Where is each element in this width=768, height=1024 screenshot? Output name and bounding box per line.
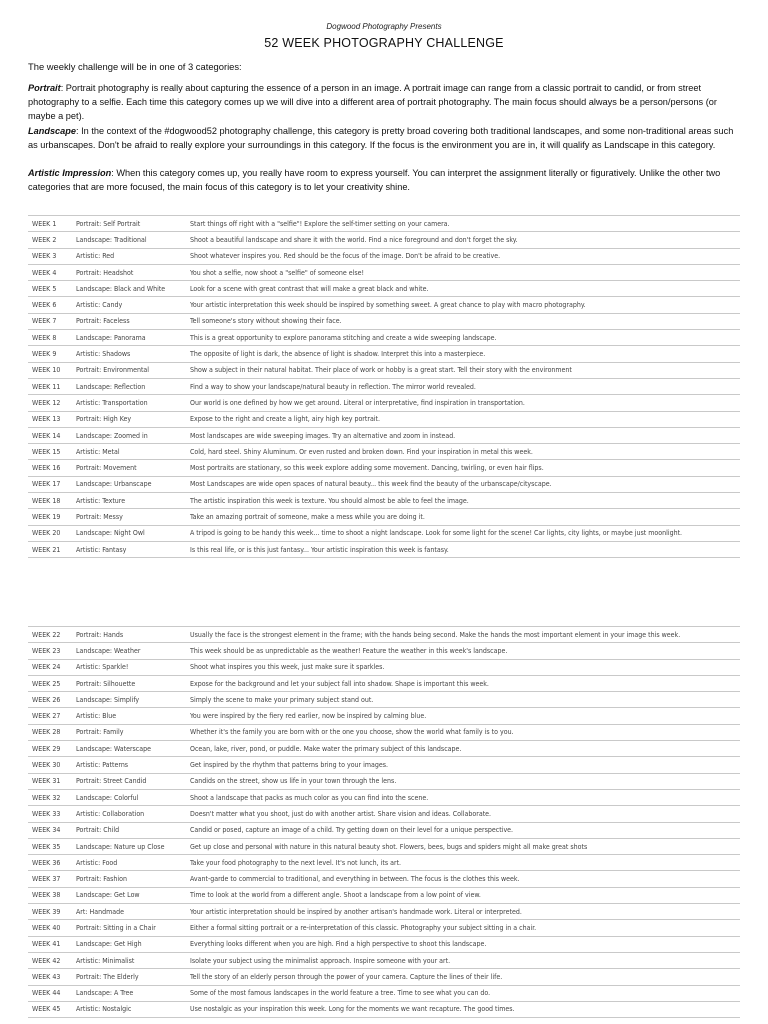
week-category: Landscape: Get Low (72, 887, 186, 903)
table-row (28, 708, 740, 724)
week-number: WEEK 45 (28, 1001, 72, 1017)
week-category: Portrait: Sitting in a Chair (72, 920, 186, 936)
category-portrait-description (28, 81, 744, 123)
week-description: Shoot a beautiful landscape and share it with the world. Find a nice foreground and don't forget the sky. (186, 232, 740, 248)
week-description: Tell the story of an elderly person through the power of your camera. Capture the lines of their life. (186, 969, 740, 985)
week-number: WEEK 35 (28, 838, 72, 854)
week-description: Either a formal sitting portrait or a re-interpretation of this classic. Photography your subject sitting in a chair. (186, 920, 740, 936)
table-row (28, 969, 740, 985)
week-category: Portrait: Faceless (72, 313, 186, 329)
week-description: Candid or posed, capture an image of a child. Try getting down on their level for a unique perspective. (186, 822, 740, 838)
week-category: Artistic: Shadows (72, 346, 186, 362)
table-row (28, 773, 740, 789)
table-row (28, 411, 740, 427)
table-row (28, 936, 740, 952)
week-category: Artistic: Patterns (72, 757, 186, 773)
category-name: Artistic Impression (28, 168, 112, 178)
week-description: Shoot a landscape that packs as much color as you can find into the scene. (186, 789, 740, 805)
week-number: WEEK 40 (28, 920, 72, 936)
week-category: Portrait: Environmental (72, 362, 186, 378)
week-number: WEEK 23 (28, 643, 72, 659)
table-row (28, 822, 740, 838)
table-row (28, 313, 740, 329)
week-description: This is a great opportunity to explore panorama stitching and create a wide sweeping landscape. (186, 330, 740, 346)
week-number: WEEK 18 (28, 493, 72, 509)
week-category: Portrait: Family (72, 724, 186, 740)
week-description: Usually the face is the strongest element in the frame; with the hands being second. Make the hands the most important element in your image this week. (186, 627, 740, 643)
week-description: Get up close and personal with nature in this natural beauty shot. Flowers, bees, bugs and spiders might all make great shots (186, 838, 740, 854)
weeks-table-part-2 (28, 626, 740, 1018)
week-number: WEEK 29 (28, 741, 72, 757)
week-number: WEEK 20 (28, 525, 72, 541)
week-number: WEEK 1 (28, 216, 72, 232)
week-description: Avant-garde to commercial to traditional, and everything in between. The focus is the clothes this week. (186, 871, 740, 887)
table-row (28, 248, 740, 264)
week-category: Landscape: A Tree (72, 985, 186, 1001)
table-row (28, 297, 740, 313)
week-number: WEEK 12 (28, 395, 72, 411)
table-row (28, 460, 740, 476)
week-category: Artistic: Nostalgic (72, 1001, 186, 1017)
week-number: WEEK 27 (28, 708, 72, 724)
week-description: Most portraits are stationary, so this week explore adding some movement. Dancing, twirling, or even hair flips. (186, 460, 740, 476)
table-row (28, 444, 740, 460)
category-artistic-description (28, 166, 744, 194)
week-category: Portrait: High Key (72, 411, 186, 427)
week-description: Expose for the background and let your subject fall into shadow. Shape is important this week. (186, 675, 740, 691)
week-category: Artistic: Collaboration (72, 806, 186, 822)
week-description: The artistic inspiration this week is texture. You should almost be able to feel the image. (186, 493, 740, 509)
table-row (28, 952, 740, 968)
table-row (28, 281, 740, 297)
week-category: Artistic: Texture (72, 493, 186, 509)
table-row (28, 871, 740, 887)
week-description: Look for a scene with great contrast that will make a great black and white. (186, 281, 740, 297)
week-number: WEEK 13 (28, 411, 72, 427)
table-row (28, 789, 740, 805)
week-category: Landscape: Reflection (72, 378, 186, 394)
week-number: WEEK 41 (28, 936, 72, 952)
week-category: Landscape: Panorama (72, 330, 186, 346)
presents-line: Dogwood Photography Presents (326, 22, 442, 31)
table-row (28, 216, 740, 232)
week-category: Portrait: Street Candid (72, 773, 186, 789)
week-number: WEEK 2 (28, 232, 72, 248)
week-description: Simply the scene to make your primary subject stand out. (186, 692, 740, 708)
table-row (28, 855, 740, 871)
week-number: WEEK 26 (28, 692, 72, 708)
week-number: WEEK 11 (28, 378, 72, 394)
week-category: Portrait: Self Portrait (72, 216, 186, 232)
week-number: WEEK 44 (28, 985, 72, 1001)
table-row (28, 675, 740, 691)
weeks-table-part-1 (28, 215, 740, 558)
page-title: 52 WEEK PHOTOGRAPHY CHALLENGE (264, 36, 504, 50)
table-row (28, 724, 740, 740)
week-description: Our world is one defined by how we get around. Literal or interpretative, find inspiration in transportation. (186, 395, 740, 411)
table-row (28, 741, 740, 757)
week-category: Portrait: Child (72, 822, 186, 838)
table-row (28, 806, 740, 822)
week-category: Portrait: Movement (72, 460, 186, 476)
week-description: Your artistic interpretation this week should be inspired by something sweet. A great chance to play with macro photography. (186, 297, 740, 313)
category-text: : When this category comes up, you really have room to express yourself. You can interpret the assignment literally or figuratively. Unlike the other two categories that are more focused, the main focus of this category is to let your creativity shine. (28, 168, 721, 192)
week-number: WEEK 25 (28, 675, 72, 691)
table-row (28, 330, 740, 346)
week-category: Portrait: The Elderly (72, 969, 186, 985)
week-category: Portrait: Headshot (72, 264, 186, 280)
table-row (28, 346, 740, 362)
week-description: Find a way to show your landscape/natural beauty in reflection. The mirror world revealed. (186, 378, 740, 394)
week-category: Landscape: Waterscape (72, 741, 186, 757)
week-description: Whether it's the family you are born with or the one you choose, show the world what family is to you. (186, 724, 740, 740)
table-row (28, 493, 740, 509)
week-category: Landscape: Colorful (72, 789, 186, 805)
table-row (28, 541, 740, 557)
week-number: WEEK 38 (28, 887, 72, 903)
week-category: Landscape: Nature up Close (72, 838, 186, 854)
week-number: WEEK 39 (28, 904, 72, 920)
week-number: WEEK 22 (28, 627, 72, 643)
week-description: Show a subject in their natural habitat. Their place of work or hobby is a great start. Tell their story with the environment (186, 362, 740, 378)
table-row (28, 264, 740, 280)
week-number: WEEK 33 (28, 806, 72, 822)
week-description: The opposite of light is dark, the absence of light is shadow. Interpret this into a masterpiece. (186, 346, 740, 362)
table-row (28, 1001, 740, 1017)
table-row (28, 232, 740, 248)
week-description: Expose to the right and create a light, airy high key portrait. (186, 411, 740, 427)
week-number: WEEK 36 (28, 855, 72, 871)
week-description: Cold, hard steel. Shiny Aluminum. Or even rusted and broken down. Find your inspiration in metal this week. (186, 444, 740, 460)
week-number: WEEK 43 (28, 969, 72, 985)
week-number: WEEK 10 (28, 362, 72, 378)
week-description: Most landscapes are wide sweeping images. Try an alternative and zoom in instead. (186, 427, 740, 443)
week-number: WEEK 32 (28, 789, 72, 805)
week-number: WEEK 21 (28, 541, 72, 557)
week-category: Portrait: Fashion (72, 871, 186, 887)
week-number: WEEK 14 (28, 427, 72, 443)
week-description: You were inspired by the fiery red earlier, now be inspired by calming blue. (186, 708, 740, 724)
category-name: Portrait (28, 83, 61, 93)
week-description: Most Landscapes are wide open spaces of natural beauty... this week find the beauty of the urbanscape/cityscape. (186, 476, 740, 492)
week-description: Everything looks different when you are high. Find a high perspective to shoot this landscape. (186, 936, 740, 952)
table-row (28, 904, 740, 920)
week-description: Take an amazing portrait of someone, make a mess while you are doing it. (186, 509, 740, 525)
week-category: Artistic: Transportation (72, 395, 186, 411)
week-description: A tripod is going to be handy this week... time to shoot a night landscape. Look for some light for the scene! Car lights, city lights, or maybe just moonlight. (186, 525, 740, 541)
intro-line: The weekly challenge will be in one of 3 categories: (28, 61, 242, 72)
category-text: : In the context of the #dogwood52 photography challenge, this category is pretty broad covering both traditional landscapes, and some non-traditional areas such as urbanscapes. Don't be afraid to really explore your surroundings in this category. If the focus is the environment you are in, it will qualify as Landscape in this category. (28, 126, 734, 150)
week-category: Art: Handmade (72, 904, 186, 920)
week-category: Landscape: Urbanscape (72, 476, 186, 492)
week-description: Is this real life, or is this just fantasy... Your artistic inspiration this week is fantasy. (186, 541, 740, 557)
week-description: Get inspired by the rhythm that patterns bring to your images. (186, 757, 740, 773)
week-category: Landscape: Traditional (72, 232, 186, 248)
table-row (28, 427, 740, 443)
category-name: Landscape (28, 126, 76, 136)
week-description: Candids on the street, show us life in your town through the lens. (186, 773, 740, 789)
week-number: WEEK 15 (28, 444, 72, 460)
week-description: Tell someone's story without showing their face. (186, 313, 740, 329)
table-row (28, 838, 740, 854)
category-text: : Portrait photography is really about capturing the essence of a person in an image. A portrait image can range from a classic portrait to candid, or from street photography to a selfie. Each time this category comes up we will dive into a different area of portrait photography. The main focus should always be a person/persons (or maybe a pet). (28, 83, 717, 121)
table-row (28, 920, 740, 936)
week-description: Time to look at the world from a different angle. Shoot a landscape from a low point of view. (186, 887, 740, 903)
table-row (28, 509, 740, 525)
week-description: Take your food photography to the next level. It's not lunch, its art. (186, 855, 740, 871)
week-number: WEEK 8 (28, 330, 72, 346)
week-category: Portrait: Messy (72, 509, 186, 525)
week-category: Landscape: Zoomed in (72, 427, 186, 443)
week-category: Landscape: Simplify (72, 692, 186, 708)
week-number: WEEK 31 (28, 773, 72, 789)
table-row (28, 757, 740, 773)
week-description: Ocean, lake, river, pond, or puddle. Make water the primary subject of this landscape. (186, 741, 740, 757)
week-description: Start things off right with a "selfie"! Explore the self-timer setting on your camera. (186, 216, 740, 232)
week-number: WEEK 6 (28, 297, 72, 313)
week-number: WEEK 37 (28, 871, 72, 887)
table-row (28, 627, 740, 643)
week-number: WEEK 4 (28, 264, 72, 280)
table-row (28, 525, 740, 541)
category-landscape-description (28, 124, 744, 152)
week-number: WEEK 17 (28, 476, 72, 492)
week-category: Artistic: Candy (72, 297, 186, 313)
week-category: Artistic: Fantasy (72, 541, 186, 557)
week-category: Landscape: Get High (72, 936, 186, 952)
week-category: Landscape: Black and White (72, 281, 186, 297)
week-description: Isolate your subject using the minimalist approach. Inspire someone with your art. (186, 952, 740, 968)
table-row (28, 476, 740, 492)
week-number: WEEK 5 (28, 281, 72, 297)
week-description: This week should be as unpredictable as the weather! Feature the weather in this week's landscape. (186, 643, 740, 659)
week-category: Artistic: Sparkle! (72, 659, 186, 675)
week-number: WEEK 28 (28, 724, 72, 740)
week-category: Artistic: Food (72, 855, 186, 871)
table-row (28, 692, 740, 708)
week-number: WEEK 24 (28, 659, 72, 675)
week-category: Artistic: Red (72, 248, 186, 264)
table-row (28, 362, 740, 378)
week-category: Artistic: Minimalist (72, 952, 186, 968)
week-number: WEEK 34 (28, 822, 72, 838)
week-number: WEEK 9 (28, 346, 72, 362)
week-category: Artistic: Metal (72, 444, 186, 460)
table-row (28, 659, 740, 675)
week-number: WEEK 3 (28, 248, 72, 264)
table-row (28, 395, 740, 411)
week-number: WEEK 30 (28, 757, 72, 773)
week-category: Artistic: Blue (72, 708, 186, 724)
week-description: Doesn't matter what you shoot, just do with another artist. Share vision and ideas. Collaborate. (186, 806, 740, 822)
week-description: Your artistic interpretation should be inspired by another artisan's handmade work. Literal or interpreted. (186, 904, 740, 920)
week-number: WEEK 19 (28, 509, 72, 525)
table-row (28, 378, 740, 394)
week-category: Landscape: Night Owl (72, 525, 186, 541)
week-number: WEEK 42 (28, 952, 72, 968)
table-row (28, 643, 740, 659)
week-description: Shoot what inspires you this week, just make sure it sparkles. (186, 659, 740, 675)
week-description: Some of the most famous landscapes in the world feature a tree. Time to see what you can do. (186, 985, 740, 1001)
week-number: WEEK 16 (28, 460, 72, 476)
table-row (28, 985, 740, 1001)
week-number: WEEK 7 (28, 313, 72, 329)
week-description: Shoot whatever inspires you. Red should be the focus of the image. Don't be afraid to be creative. (186, 248, 740, 264)
week-description: Use nostalgic as your inspiration this week. Long for the moments we want recapture. The good times. (186, 1001, 740, 1017)
week-category: Portrait: Silhouette (72, 675, 186, 691)
table-row (28, 887, 740, 903)
week-category: Landscape: Weather (72, 643, 186, 659)
week-description: You shot a selfie, now shoot a "selfie" of someone else! (186, 264, 740, 280)
week-category: Portrait: Hands (72, 627, 186, 643)
